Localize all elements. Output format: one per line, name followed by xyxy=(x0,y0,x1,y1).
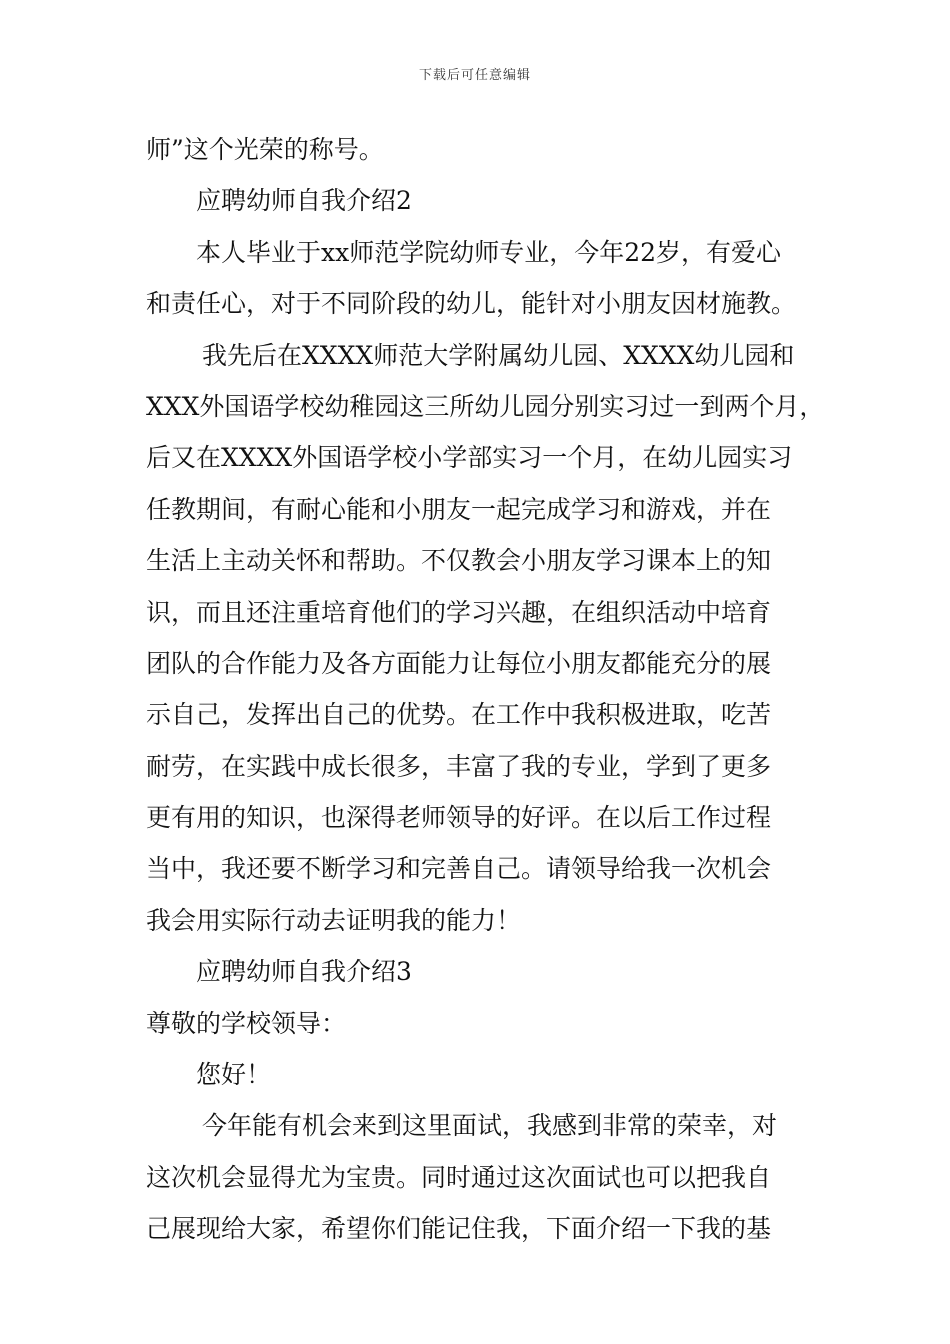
text-line: XXX外国语学校幼稚园这三所幼儿园分别实习过一到两个月， xyxy=(146,391,825,421)
text-line: 当中，我还要不断学习和完善自己。请领导给我一次机会 xyxy=(146,854,772,884)
salutation: 尊敬的学校领导： xyxy=(146,1008,347,1038)
text-line: 后又在XXXX外国语学校小学部实习一个月，在幼儿园实习 xyxy=(146,443,793,473)
text-line: 和责任心，对于不同阶段的幼儿，能针对小朋友因材施教。 xyxy=(146,289,797,319)
text-line: 耐劳，在实践中成长很多，丰富了我的专业，学到了更多 xyxy=(146,751,772,781)
section-heading: 应聘幼师自我介绍2 xyxy=(196,186,412,216)
text-line: 我先后在XXXX师范大学附属幼儿园、XXXX幼儿园和 xyxy=(202,340,795,370)
text-line: 识，而且还注重培育他们的学习兴趣，在组织活动中培育 xyxy=(146,597,772,627)
text-line: 今年能有机会来到这里面试，我感到非常的荣幸，对 xyxy=(202,1111,778,1141)
text-line: 生活上主动关怀和帮助。不仅教会小朋友学习课本上的知 xyxy=(146,546,772,576)
document-body xyxy=(146,124,825,1255)
greeting: 您好！ xyxy=(196,1060,272,1090)
section-heading: 应聘幼师自我介绍3 xyxy=(196,957,412,987)
text-line: 我会用实际行动去证明我的能力！ xyxy=(146,905,522,935)
page-header: 下载后可任意编辑 xyxy=(418,68,531,83)
text-line: 示自己，发挥出自己的优势。在工作中我积极进取，吃苦 xyxy=(146,700,772,730)
text-line: 这次机会显得尤为宝贵。同时通过这次面试也可以把我自 xyxy=(146,1162,772,1192)
text-line: 更有用的知识，也深得老师领导的好评。在以后工作过程 xyxy=(146,803,772,833)
text-line: 任教期间，有耐心能和小朋友一起完成学习和游戏，并在 xyxy=(146,494,772,524)
text-line: 师”这个光荣的称号。 xyxy=(146,135,384,164)
text-line: 团队的合作能力及各方面能力让每位小朋友都能充分的展 xyxy=(146,648,772,678)
text-line: 本人毕业于xx师范学院幼师专业，今年22岁，有爱心 xyxy=(196,237,782,267)
text-line: 己展现给大家，希望你们能记住我，下面介绍一下我的基 xyxy=(146,1214,772,1244)
